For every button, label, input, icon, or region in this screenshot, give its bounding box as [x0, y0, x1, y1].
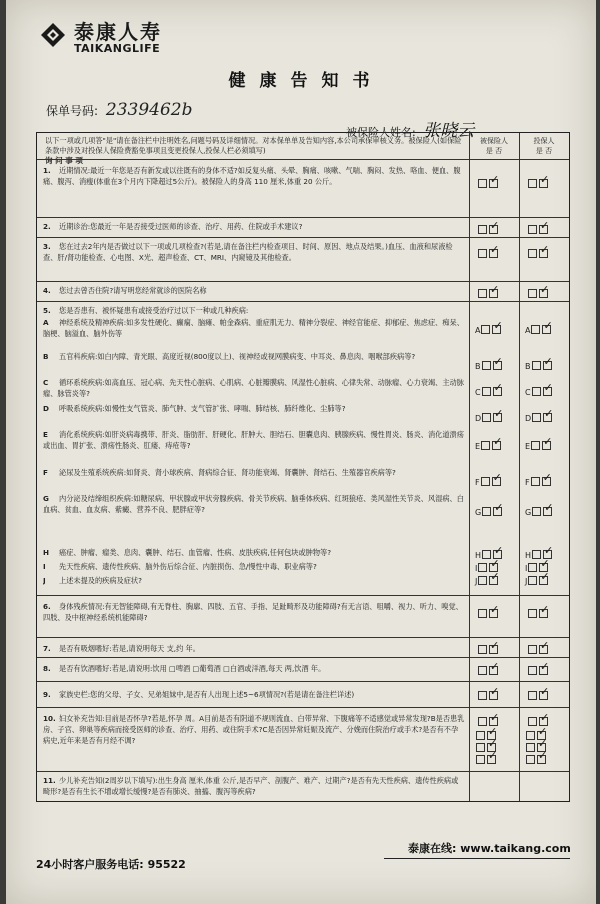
no-checkbox[interactable]: [489, 645, 498, 654]
q6-applicant-answer[interactable]: [527, 609, 549, 619]
q6-insured-answer[interactable]: [477, 609, 499, 619]
sub-key-label: F: [525, 478, 530, 487]
yes-checkbox[interactable]: [531, 325, 540, 334]
no-checkbox[interactable]: [539, 691, 548, 700]
insured-name-value: 张晓云: [423, 121, 475, 141]
q5c-insured-answer[interactable]: [475, 387, 503, 397]
no-checkbox[interactable]: [492, 441, 501, 450]
question-1: [43, 165, 465, 209]
q5-sub-a: [43, 317, 465, 350]
logo-cn-text: 泰康人寿: [74, 20, 162, 44]
yes-checkbox[interactable]: [532, 413, 541, 422]
sub-key: F: [43, 468, 48, 477]
sub-key: I: [43, 562, 46, 571]
instruction-text: [45, 136, 465, 166]
sub-key-label: J: [525, 577, 528, 586]
no-checkbox[interactable]: [539, 645, 548, 654]
sub-key: B: [43, 352, 49, 361]
question-2: [43, 221, 465, 233]
sub-text: 癌症、肿瘤、瘤类、息肉、囊肿、结石、血管瘤、性病、皮肤疾病,任何包块或肿物等?: [59, 548, 332, 557]
sub-key-label: B: [525, 362, 531, 371]
policy-number-value: 2339462b: [105, 100, 193, 120]
yes-checkbox[interactable]: [478, 249, 487, 258]
yes-checkbox[interactable]: [478, 691, 487, 700]
yes-checkbox[interactable]: [532, 361, 541, 370]
q1-applicant-answer[interactable]: [527, 179, 549, 189]
yes-checkbox[interactable]: [532, 387, 541, 396]
q5-sub-d: [43, 403, 465, 425]
no-checkbox[interactable]: [543, 413, 552, 422]
no-checkbox[interactable]: [489, 576, 498, 585]
q5j-insured-answer[interactable]: [475, 576, 499, 586]
document-page: [6, 0, 596, 904]
sub-key-label: F: [475, 478, 480, 487]
no-checkbox[interactable]: [493, 387, 502, 396]
question-number: 4.: [43, 286, 51, 295]
q10c-applicant-answer[interactable]: [525, 755, 547, 765]
q5g-insured-answer[interactable]: [475, 507, 503, 517]
question-number: 2.: [43, 222, 51, 231]
question-text: 是否有吸烟嗜好:若是,请说明每天 支,约 年。: [59, 644, 200, 653]
question-text: 妇女补充告知:目前是否怀孕?若是,怀孕 周。A目前是否有阴道不规则流血、白带异常、下腹痛等不适感觉或异常发现?B是否患乳房、子宫、卵巢等疾病而接受医师的诊查、治疗、用药、或住院手术?C是否因异常妊娠及流产、分娩而住院治疗或手术?是否有不孕病史,近年来是否有月经不调?: [43, 714, 465, 745]
question-number: 6.: [43, 602, 51, 611]
yes-checkbox[interactable]: [482, 413, 491, 422]
policy-number-label: 保单号码:: [46, 104, 99, 118]
row-divider: [37, 707, 569, 708]
row-divider: [37, 657, 569, 658]
yes-checkbox[interactable]: [528, 691, 537, 700]
health-questionnaire-table: [36, 132, 570, 802]
yes-checkbox[interactable]: [478, 576, 487, 585]
sub-key-label: H: [525, 551, 532, 560]
yes-checkbox[interactable]: [526, 743, 535, 752]
sub-key-label: C: [475, 388, 481, 397]
q1-insured-answer[interactable]: [477, 179, 499, 189]
yes-checkbox[interactable]: [476, 755, 485, 764]
question-text: 身体残疾情况:有无智能障碍,有无脊柱、胸廓、四肢、五官、手指、足趾畸形及功能障碍?有无言语、咀嚼、视力、听力、嗅觉、四肢、及中枢神经系统机能障碍?: [43, 602, 463, 622]
yes-checkbox[interactable]: [478, 666, 487, 675]
q5e-applicant-answer[interactable]: [525, 441, 552, 451]
yes-checkbox[interactable]: [528, 225, 537, 234]
q5e-insured-answer[interactable]: [475, 441, 502, 451]
q5b-applicant-answer[interactable]: [525, 361, 553, 371]
no-checkbox[interactable]: [539, 576, 548, 585]
row-divider: [37, 301, 569, 302]
sub-key-label: C: [525, 388, 531, 397]
yes-checkbox[interactable]: [481, 441, 490, 450]
inquiry-label: 询 问 事 项: [45, 156, 83, 165]
q5-sub-j: [43, 575, 465, 587]
q5-sub-i: [43, 561, 465, 573]
row-divider: [37, 281, 569, 282]
taikang-logo-icon: [40, 22, 66, 48]
question-text: 您是否患有、被怀疑患有或接受治疗过以下一种或几种疾病:: [59, 306, 249, 315]
no-checkbox[interactable]: [543, 387, 552, 396]
column-header-applicant: [521, 136, 567, 156]
column-divider: [519, 133, 520, 801]
question-4: [43, 285, 465, 297]
row-divider: [37, 681, 569, 682]
yes-checkbox[interactable]: [528, 576, 537, 585]
q5b-insured-answer[interactable]: [475, 361, 503, 371]
yes-checkbox[interactable]: [478, 225, 487, 234]
question-number: 3.: [43, 242, 51, 251]
sub-text: 呼吸系统疾病:如慢性支气管炎、肺气肿、支气管扩张、哮喘、肺结核、肺纤维化、尘肺等?: [59, 404, 346, 413]
sub-key-label: B: [475, 362, 481, 371]
q5-sub-b: [43, 351, 465, 373]
yes-checkbox[interactable]: [478, 289, 487, 298]
yes-checkbox[interactable]: [476, 743, 485, 752]
yes-checkbox[interactable]: [478, 179, 487, 188]
row-divider: [37, 637, 569, 638]
hotline-number: 95522: [147, 858, 186, 871]
sub-key-label: A: [475, 326, 481, 335]
yes-checkbox[interactable]: [526, 755, 535, 764]
yes-checkbox[interactable]: [528, 249, 537, 258]
no-checkbox[interactable]: [489, 666, 498, 675]
column-header-applicant-text: 投保人: [533, 137, 555, 145]
yes-checkbox[interactable]: [481, 477, 490, 486]
q5-sub-h: [43, 547, 465, 559]
no-checkbox[interactable]: [493, 507, 502, 516]
yes-checkbox[interactable]: [528, 563, 537, 572]
question-text: 您在过去2年内是否做过以下一项或几项检查?(若是,请在备注栏内检查项目、时间、原因、地点及结果。)血压、血液和尿液检查、肝/肾功能检查、心电图、X光、超声检查、CT、MRI、内窥镜及其他检查。: [43, 242, 453, 262]
yes-no-label: 是 否: [485, 147, 503, 155]
q5f-applicant-answer[interactable]: [525, 477, 552, 487]
no-checkbox[interactable]: [489, 609, 498, 618]
no-checkbox[interactable]: [489, 179, 498, 188]
no-checkbox[interactable]: [539, 179, 548, 188]
q5-sub-f: [43, 467, 465, 489]
insured-name-label: 被保险人姓名:: [346, 126, 416, 139]
sub-key-label: H: [475, 551, 482, 560]
question-text: 家族史栏:您的父母、子女、兄弟姐妹中,是否有人出现上述5~6项情况?(若是请在备注栏详述): [59, 690, 355, 699]
q8-insured-answer[interactable]: [477, 666, 499, 676]
q2-applicant-answer[interactable]: [527, 225, 549, 235]
sub-text: 神经系统及精神疾病:如多发性硬化、癫痫、脑瘫、帕金森病、重症肌无力、精神分裂症、神经官能症、抑郁症、焦虑症、痴呆、脑梗、脑溢血、脑外伤等: [43, 318, 464, 338]
question-8: [43, 663, 465, 675]
question-text: 您过去曾否住院?请写明您经常就诊的医院名称: [59, 286, 207, 295]
question-number: 1.: [43, 166, 51, 175]
yes-checkbox[interactable]: [478, 563, 487, 572]
q5-sub-e: [43, 429, 465, 462]
no-checkbox[interactable]: [492, 325, 501, 334]
no-checkbox[interactable]: [489, 691, 498, 700]
online-label: 泰康在线:: [408, 842, 457, 855]
column-header-insured-text: 被保险人: [480, 137, 508, 145]
column-header-insured: [471, 136, 517, 156]
sub-text: 泌尿及生殖系统疾病:如肾炎、肾小球疾病、肾病综合征、肾功能衰竭、肾囊肿、肾结石、生殖器官疾病等?: [59, 468, 396, 477]
question-6: [43, 601, 465, 634]
sub-text: 五官科疾病:如白内障、青光眼、高度近视(800度以上)、视神经或视网膜病变、中耳炎、鼻息肉、咽喉部疾病等?: [59, 352, 416, 361]
sub-key: J: [43, 576, 46, 585]
sub-key-label: D: [475, 414, 482, 423]
sub-text: 循环系统疾病:如高血压、冠心病、先天性心脏病、心肌病、心脏瓣膜病、风湿性心脏病、心律失常、动脉瘤、心力衰竭、主动脉瘤、脉管炎等?: [43, 378, 464, 398]
q5-sub-g: [43, 493, 465, 537]
no-checkbox[interactable]: [542, 325, 551, 334]
question-text: 近期诊治:您最近一年是否接受过医师的诊查、治疗、用药、住院或手术建议?: [59, 222, 303, 231]
yes-checkbox[interactable]: [531, 441, 540, 450]
q7-applicant-answer[interactable]: [527, 645, 549, 655]
no-checkbox[interactable]: [539, 225, 548, 234]
no-checkbox[interactable]: [489, 249, 498, 258]
policy-number: [46, 100, 192, 120]
online-contact: [408, 840, 571, 856]
footer-divider: [384, 858, 570, 859]
no-checkbox[interactable]: [543, 507, 552, 516]
sub-key: D: [43, 404, 49, 413]
yes-checkbox[interactable]: [528, 645, 537, 654]
online-url[interactable]: www.taikang.com: [460, 842, 571, 855]
q4-applicant-answer[interactable]: [527, 289, 549, 299]
q5c-applicant-answer[interactable]: [525, 387, 553, 397]
q5a-insured-answer[interactable]: [475, 325, 502, 335]
sub-text: 消化系统疾病:如肝炎病毒携带、肝炎、脂肪肝、肝硬化、肝肿大、胆结石、胆囊息肉、胰腺疾病、慢性胃炎、肠炎、消化道溃疡或出血、胃扩张、溃疡性肠炎、肛瘘、痔疮等?: [43, 430, 464, 450]
q2-insured-answer[interactable]: [477, 225, 499, 235]
yes-checkbox[interactable]: [526, 731, 535, 740]
yes-checkbox[interactable]: [532, 507, 541, 516]
question-number: 8.: [43, 664, 51, 673]
sub-text: 内分泌及结缔组织疾病:如糖尿病、甲状腺或甲状旁腺疾病、骨关节疾病、脑垂体疾病、红斑狼疮、类风湿性关节炎、风湿病、白血病、贫血、血友病、紫癜、营养不良、肥胖症等?: [43, 494, 464, 514]
q5g-applicant-answer[interactable]: [525, 507, 553, 517]
no-checkbox[interactable]: [539, 249, 548, 258]
q7-insured-answer[interactable]: [477, 645, 499, 655]
question-text: 近期情况:最近一年您是否有新发或以往既有的身体不适?如反复头痛、头晕、胸痛、咳嗽、气喘、胸闷、发热、咯血、便血、腹痛、腹泻、消瘦(体重在3个月内下降超过5公斤)。被保险人的身高 110 厘米,体重 20 公斤。: [43, 166, 461, 186]
row-divider: [37, 771, 569, 772]
sub-key-label: G: [475, 508, 482, 517]
logo-en-text: TAIKANGLIFE: [74, 42, 161, 55]
question-number: 9.: [43, 690, 51, 699]
yes-checkbox[interactable]: [482, 507, 491, 516]
q5j-applicant-answer[interactable]: [525, 576, 549, 586]
no-checkbox[interactable]: [489, 289, 498, 298]
question-number: 7.: [43, 644, 51, 653]
sub-key-label: I: [525, 564, 528, 573]
yes-checkbox[interactable]: [478, 609, 487, 618]
yes-checkbox[interactable]: [482, 361, 491, 370]
yes-checkbox[interactable]: [528, 666, 537, 675]
question-number: 11.: [43, 776, 56, 785]
yes-no-label: 是 否: [535, 147, 553, 155]
yes-checkbox[interactable]: [478, 645, 487, 654]
no-checkbox[interactable]: [542, 441, 551, 450]
q10c-insured-answer[interactable]: [475, 755, 497, 765]
q5f-insured-answer[interactable]: [475, 477, 502, 487]
yes-checkbox[interactable]: [482, 387, 491, 396]
no-checkbox[interactable]: [489, 225, 498, 234]
yes-checkbox[interactable]: [478, 717, 487, 726]
sub-key: G: [43, 494, 49, 503]
q9-insured-answer[interactable]: [477, 691, 499, 701]
q5-sub-c: [43, 377, 465, 399]
q5d-insured-answer[interactable]: [475, 413, 503, 423]
sub-key-label: A: [525, 326, 531, 335]
no-checkbox[interactable]: [542, 477, 551, 486]
page-title: 健康告知书: [228, 71, 384, 91]
yes-checkbox[interactable]: [531, 477, 540, 486]
no-checkbox[interactable]: [493, 413, 502, 422]
sub-text: 上述未提及的疾病及症状?: [59, 576, 142, 585]
question-number: 10.: [43, 714, 56, 723]
sub-key: C: [43, 378, 49, 387]
yes-checkbox[interactable]: [528, 179, 537, 188]
sub-key-label: E: [475, 442, 481, 451]
row-divider: [37, 595, 569, 596]
question-10: [43, 713, 465, 768]
q9-applicant-answer[interactable]: [527, 691, 549, 701]
no-checkbox[interactable]: [539, 666, 548, 675]
sub-key-label: D: [525, 414, 532, 423]
sub-text: 先天性疾病、遗传性疾病、脑外伤后综合征、内脏损伤、急/慢性中毒、职业病等?: [59, 562, 317, 571]
yes-checkbox[interactable]: [528, 717, 537, 726]
sub-key-label: G: [525, 508, 532, 517]
question-number: 5.: [43, 306, 51, 315]
no-checkbox[interactable]: [487, 755, 496, 764]
question-text: 少儿补充告知(2周岁以下填写):出生身高 厘米,体重 公斤,是否早产、剖腹产、难产、过期产?是否有先天性疾病、遗传性疾病或畸形?是否有生长不增或增长缓慢?是否有肺炎、抽搐、腹泻等疾病?: [43, 776, 459, 796]
q3-insured-answer[interactable]: [477, 249, 499, 259]
no-checkbox[interactable]: [493, 361, 502, 370]
instruction-body: 以下一项或几项答"是"请在备注栏中注明姓名,问题号码及详细情况。对本保单单及告知内容,本公司承保审核义务。被保险人(如保险条款中涉及对投保人保险费豁免事项且变更投保人,投保人栏必须填写): [45, 136, 462, 155]
yes-checkbox[interactable]: [528, 289, 537, 298]
no-checkbox[interactable]: [492, 477, 501, 486]
yes-checkbox[interactable]: [476, 731, 485, 740]
q4-insured-answer[interactable]: [477, 289, 499, 299]
no-checkbox[interactable]: [539, 609, 548, 618]
question-3: [43, 241, 465, 274]
no-checkbox[interactable]: [543, 361, 552, 370]
row-divider: [37, 159, 569, 160]
q3-applicant-answer[interactable]: [527, 249, 549, 259]
hotline-label: 24小时客户服务电话:: [36, 858, 144, 871]
no-checkbox[interactable]: [539, 289, 548, 298]
question-9: [43, 689, 465, 701]
sub-key-label: J: [475, 577, 478, 586]
sub-key-label: E: [525, 442, 531, 451]
question-text: 是否有饮酒嗜好:若是,请说明:饮用 □啤酒 □葡萄酒 □白酒或洋酒,每天 两,饮酒 年。: [59, 664, 326, 673]
sub-key: A: [43, 318, 49, 327]
no-checkbox[interactable]: [537, 755, 546, 764]
sub-key: H: [43, 548, 50, 557]
yes-checkbox[interactable]: [481, 325, 490, 334]
yes-checkbox[interactable]: [528, 609, 537, 618]
column-divider: [469, 133, 470, 801]
q5d-applicant-answer[interactable]: [525, 413, 553, 423]
q5a-applicant-answer[interactable]: [525, 325, 552, 335]
row-divider: [37, 217, 569, 218]
sub-key-label: I: [475, 564, 478, 573]
question-11: [43, 775, 465, 799]
question-7: [43, 643, 465, 655]
sub-key: E: [43, 430, 48, 439]
q8-applicant-answer[interactable]: [527, 666, 549, 676]
question-5: [43, 305, 465, 317]
row-divider: [37, 237, 569, 238]
hotline: [36, 856, 186, 872]
